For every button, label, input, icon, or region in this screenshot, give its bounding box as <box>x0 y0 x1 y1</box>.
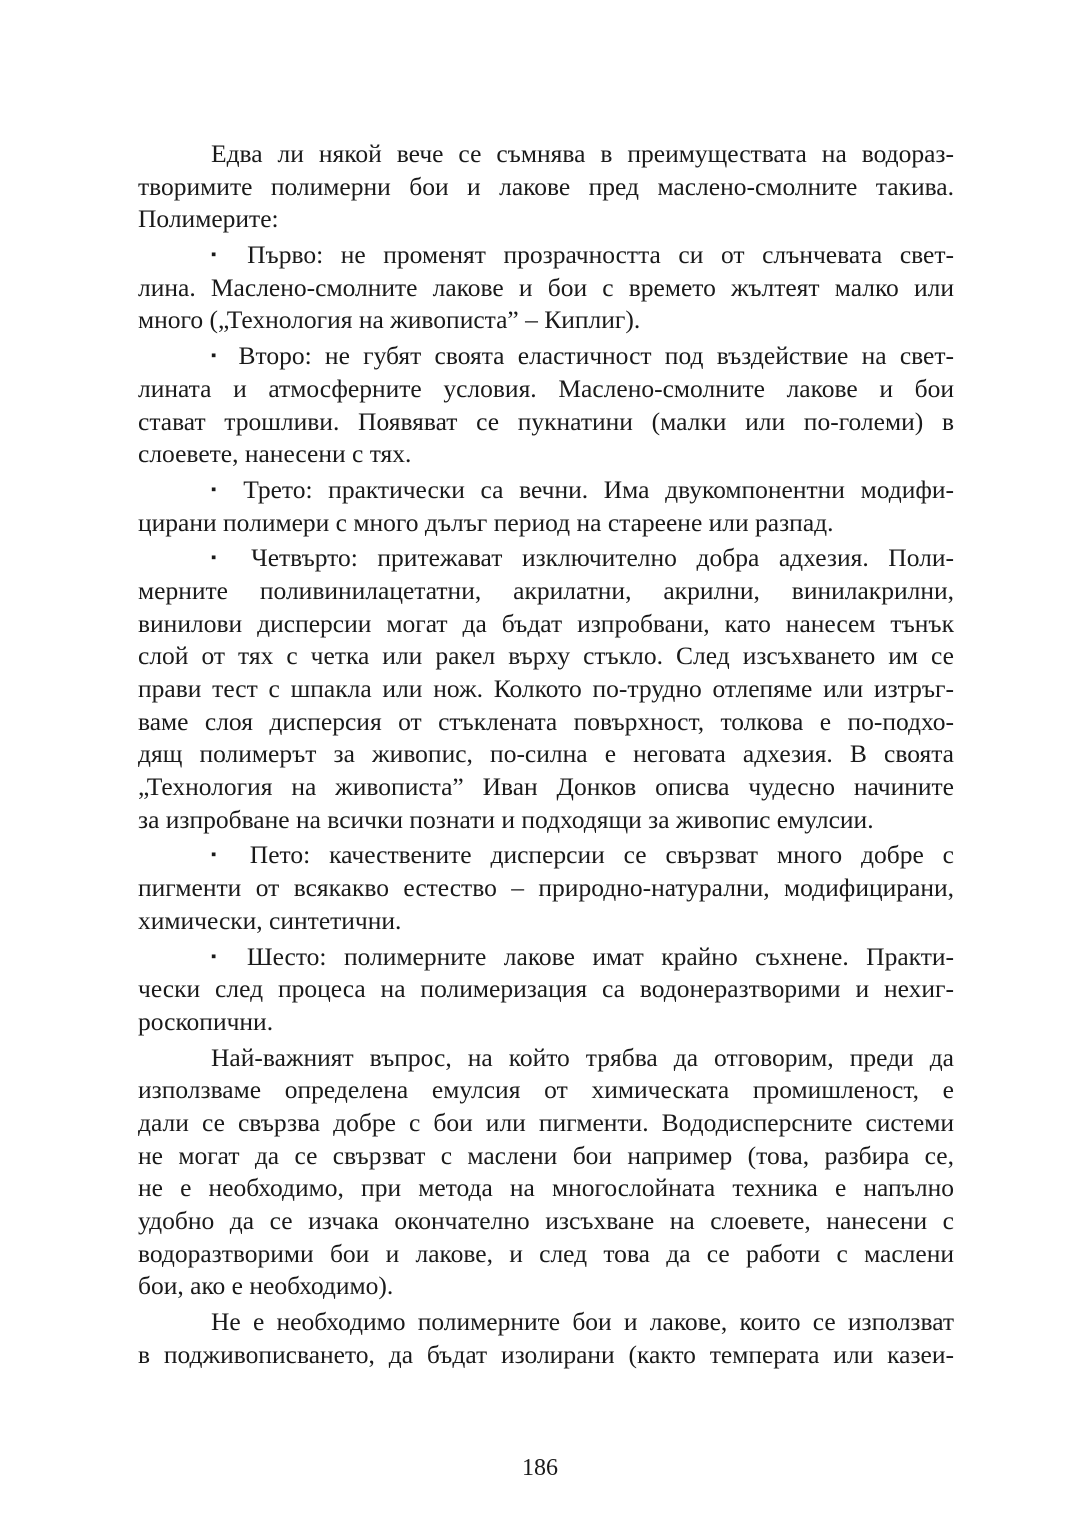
text-line-content: лина. Маслено-смолните лакове и бои с времето жълтеят малко или <box>138 272 954 302</box>
text-line <box>138 340 954 373</box>
text-line <box>138 138 954 171</box>
paragraph <box>138 138 954 236</box>
text-line <box>138 438 954 471</box>
body-text <box>138 138 954 1374</box>
page-number: 186 <box>522 1455 558 1481</box>
text-line-content: Второ: не губят своята еластичност под въздействие на свет- <box>238 341 954 371</box>
text-line <box>138 771 954 804</box>
bullet-square-icon: ▪ <box>211 948 228 965</box>
text-line <box>138 1270 954 1303</box>
text-line-content: използваме определена емулсия от химическата промишленост, е <box>138 1075 954 1105</box>
bullet-square-icon: ▪ <box>211 550 230 567</box>
text-line <box>138 608 954 641</box>
text-line-content: водоразтворими бои и лакове, и след това да се работи с маслени <box>138 1238 954 1268</box>
text-line-content: Едва ли някой вече се съмнява в преимуществата на водораз- <box>211 139 954 168</box>
text-line <box>138 171 954 204</box>
text-line-content: Четвърто: притежават изключително добра адхезия. Поли- <box>251 543 955 573</box>
text-line <box>138 872 954 905</box>
text-line <box>138 507 954 540</box>
bullet-paragraph <box>138 340 954 471</box>
text-line <box>138 304 954 337</box>
text-line <box>138 1306 954 1339</box>
text-line <box>138 272 954 305</box>
paragraph <box>138 1306 954 1371</box>
text-line <box>138 1339 954 1372</box>
text-line-content: не могат да се свързват с маслени бои например (това, разбира се, <box>138 1140 954 1170</box>
text-line-content: стават трошливи. Появяват се пукнатини (малки или по-големи) в <box>138 406 954 436</box>
text-line-content: цирани полимери с много дълъг период на стареене или разпад. <box>138 507 834 537</box>
text-line <box>138 1140 954 1173</box>
text-line-content: удобно да се изчака окончателно изсъхване на слоевете, нанесени с <box>138 1206 954 1235</box>
text-line <box>138 1074 954 1107</box>
text-line-content: Пето: качествените дисперсии се свързват много добре с <box>249 840 954 870</box>
bullet-paragraph <box>138 941 954 1039</box>
text-line-content: чески след процеса на полимеризация са водонеразтворими и нехиг- <box>138 974 954 1004</box>
text-line-content: много („Технология на живописта” – Киплиг). <box>138 305 641 335</box>
text-line-content: Полимерите: <box>138 204 279 234</box>
text-line-content: „Технология на живописта” Иван Донков описва чудесно начините <box>138 772 954 802</box>
text-line <box>138 673 954 706</box>
text-line <box>138 640 954 673</box>
text-line <box>138 474 954 507</box>
bullet-paragraph <box>138 839 954 937</box>
text-line <box>138 542 954 575</box>
text-line-content: бои, ако е необходимо). <box>138 1271 394 1301</box>
bullet-paragraph <box>138 542 954 836</box>
text-line <box>138 239 954 272</box>
text-line-content: лината и атмосферните условия. Маслено-смолните лакове и бои <box>138 373 954 403</box>
text-line <box>138 406 954 439</box>
text-line-content: слой от тях с четка или ракел върху стъкло. След изсъхването им се <box>138 641 954 671</box>
text-line-content: Най-важният въпрос, на който трябва да отговорим, преди да <box>211 1042 954 1072</box>
text-line-content: Трето: практически са вечни. Има двукомпонентни модифи- <box>243 474 954 504</box>
text-line <box>138 941 954 974</box>
text-line-content: дали се свързва добре с бои или пигменти. Вододисперсните системи <box>138 1107 954 1137</box>
text-line-content: слоевете, нанесени с тях. <box>138 439 412 469</box>
text-line-content: химически, синтетични. <box>138 905 402 935</box>
text-line-content: Първо: не променят прозрачността си от слънчевата свет- <box>247 240 954 270</box>
text-line <box>138 1238 954 1271</box>
text-line-content: мерните поливинилацетатни, акрилатни, акрилни, винилакрилни, <box>138 575 954 605</box>
text-line <box>138 973 954 1006</box>
text-line <box>138 203 954 236</box>
bullet-paragraph <box>138 239 954 337</box>
text-line-content: Не е необходимо полимерните бои и лакове, които се използват <box>211 1307 954 1337</box>
paragraph <box>138 1042 954 1304</box>
text-line <box>138 1006 954 1039</box>
bullet-paragraph <box>138 474 954 539</box>
text-line <box>138 905 954 938</box>
text-line-content: в подживописването, да бъдат изолирани (както температа или казеи- <box>138 1339 954 1369</box>
text-line <box>138 839 954 872</box>
bullet-square-icon: ▪ <box>211 247 228 264</box>
text-line-content: не е необходимо, при метода на многослойната техника е напълно <box>138 1173 954 1203</box>
text-line-content: роскопични. <box>138 1006 274 1036</box>
text-line-content: пигменти от всякакво естество – природно-натурални, модифицирани, <box>138 873 954 903</box>
text-line <box>138 1172 954 1205</box>
text-line <box>138 1205 954 1238</box>
text-line <box>138 1042 954 1075</box>
text-line-content: за изпробване на всички познати и подходящи за живопис емулсии. <box>138 804 874 834</box>
text-line <box>138 738 954 771</box>
text-line <box>138 804 954 837</box>
text-line-content: ваме слоя дисперсия от стъклената повърхност, толкова е по-подхо- <box>138 706 954 736</box>
text-line <box>138 1107 954 1140</box>
text-line <box>138 373 954 406</box>
text-line-content: прави тест с шпакла или нож. Колкото по-трудно отлепяме или изтръг- <box>138 674 954 703</box>
text-line-content: дящ полимерът за живопис, по-силна е неговата адхезия. В своята <box>138 739 954 769</box>
bullet-square-icon: ▪ <box>211 481 226 498</box>
text-line <box>138 575 954 608</box>
text-line-content: винилови дисперсии могат да бъдат изпробвани, като нанесем тънък <box>138 608 954 638</box>
bullet-square-icon: ▪ <box>211 847 229 864</box>
text-line-content: творимите полимерни бои и лакове пред маслено-смолните такива. <box>138 171 954 201</box>
bullet-square-icon: ▪ <box>211 348 224 365</box>
text-line-content: Шесто: полимерните лакове имат крайно съхнене. Практи- <box>246 941 954 971</box>
text-line <box>138 706 954 739</box>
